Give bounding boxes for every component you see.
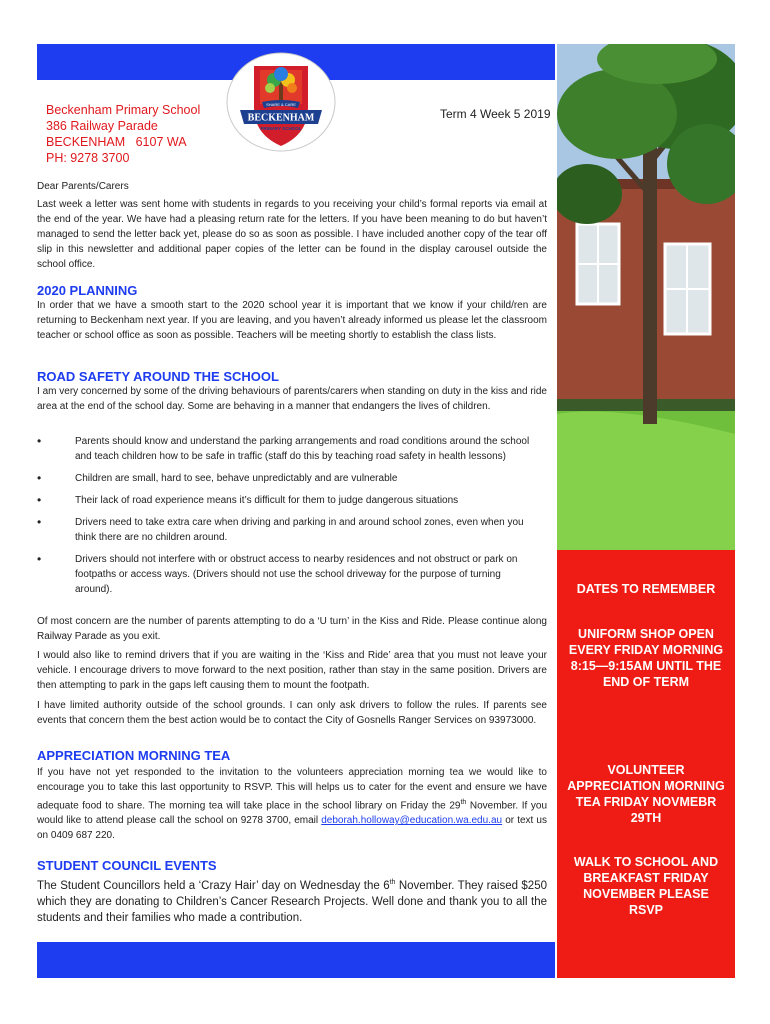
- term-week: Term 4 Week 5 2019: [440, 107, 551, 121]
- council-text: November. They raised $250 which they are donating to Children’s Cancer Research Projects. Well done and thank you to all the students and their families who made a contribution.: [37, 879, 547, 924]
- dates-sidebar: [557, 550, 735, 978]
- logo-subtitle: PRIMARY SCHOOL: [260, 126, 302, 131]
- logo-name: BECKENHAM: [247, 112, 315, 124]
- bottom-blue-banner: [37, 942, 555, 978]
- suburb: BECKENHAM 6107 WA: [46, 135, 187, 149]
- planning-paragraph: In order that we have a smooth start to the 2020 school year it is important that we know if your child/ren are returning to Beckenham next year. If you are leaving, and you haven’t already informed us please let the classroom teacher or school office as soon as possible. Teachers will be meeting shortly to establish the class lists.: [37, 300, 547, 341]
- school-building-photo: [557, 44, 735, 550]
- sidebar-uniform-shop: UNIFORM SHOP OPEN EVERY FRIDAY MORNING 8:15—9:15AM UNTIL THE END OF TERM: [568, 627, 724, 689]
- road-safety-heading: ROAD SAFETY AROUND THE SCHOOL: [37, 369, 279, 384]
- street-address: 386 Railway Parade: [46, 119, 158, 133]
- sidebar-walk-to-school: WALK TO SCHOOL AND BREAKFAST FRIDAY NOVEMBER PLEASE RSVP: [573, 855, 719, 917]
- road-safety-intro: I am very concerned by some of the driving behaviours of parents/carers when standing on duty in the kiss and ride area at the end of the school day. Some are behaving in a manner that endangers the lives of children.: [37, 386, 547, 412]
- tea-text: or text us on 0409 687 220.: [37, 815, 547, 842]
- road-safety-list: [37, 434, 537, 604]
- council-heading: STUDENT COUNCIL EVENTS: [37, 858, 217, 873]
- tea-heading: APPRECIATION MORNING TEA: [37, 748, 231, 763]
- sidebar-title: DATES TO REMEMBER: [576, 582, 716, 596]
- sidebar-volunteer-tea: VOLUNTEER APPRECIATION MORNING TEA FRIDAY NOVMEBR 29TH: [567, 763, 725, 825]
- phone: PH: 9278 3700: [46, 151, 130, 165]
- u-turn-paragraph: Of most concern are the number of parents attempting to do a ‘U turn’ in the Kiss and Ride. Please continue along Railway Parade as you exit.: [37, 616, 547, 642]
- planning-heading: 2020 PLANNING: [37, 283, 138, 298]
- list-item: • Drivers should not interfere with or obstruct access to nearby residences and not obstruct or park on footpaths or access ways. (Drivers should not use the school driveway for the purpose of turning around).: [37, 552, 537, 597]
- tea-day: 29: [449, 800, 461, 812]
- authority-paragraph: I have limited authority outside of the school grounds. I can only ask drivers to follow the rules. If parents see events that concern them the best action would be to contact the City of Gosnells Ranger Services on 93973000.: [37, 700, 547, 726]
- council-text: The Student Councillors held a ‘Crazy Hair’ day on Wednesday the 6: [37, 879, 390, 892]
- tea-text: November. If you would like to attend please call the school on 9278 3700, email: [37, 800, 548, 827]
- intro-paragraph: Last week a letter was sent home with students in regards to you receiving your child’s formal reports via email at the end of the year. We have had a pleasing return rate for the letters. If you have been meaning to do but haven’t managed to send the letter back yet, please do so as soon as possible. I have included another copy of the tear off slip in this newsletter and additional paper copies of the letter can be found in the display carousel outside the school office.: [37, 199, 547, 270]
- list-item: • Children are small, hard to see, behave unpredictably and are vulnerable: [37, 471, 537, 486]
- school-crest-logo: [226, 52, 336, 152]
- school-name: Beckenham Primary School: [46, 103, 201, 117]
- council-paragraph: [37, 875, 547, 926]
- logo-banner-text: SHARE & CARE: [266, 102, 296, 107]
- list-item: • Their lack of road experience means it’s difficult for them to judge dangerous situations: [37, 493, 537, 508]
- list-item: • Parents should know and understand the parking arrangements and road conditions around the school and teach children how to be safe in traffic (staff do this by teaching road safety in health lessons): [37, 434, 537, 464]
- list-item: • Drivers need to take extra care when driving and parking in and around school zones, even when you think there are no children around.: [37, 515, 537, 545]
- tea-day-suffix: th: [460, 799, 467, 806]
- kiss-and-ride-paragraph: I would also like to remind drivers that if you are waiting in the ‘Kiss and Ride’ area that you must not leave your vehicle. I encourage drivers to move forward to the next position, rather than stay in the same position. Drivers are then attempting to park in the gaps left causing them to mount the footpath.: [37, 650, 547, 691]
- email-link[interactable]: deborah.holloway@education.wa.edu.au: [321, 815, 503, 827]
- tea-text: If you have not yet responded to the invitation to the volunteers appreciation morning tea we would like to encourage you to take this last opportunity to RSVP. This will helps us to cater for the event and ensure we have adequate food to share. The morning tea will take place in the school library on Friday the: [37, 767, 547, 812]
- council-suffix: th: [389, 879, 396, 886]
- tea-paragraph: [37, 765, 547, 843]
- greeting: Dear Parents/Carers: [37, 181, 129, 192]
- school-address: [46, 102, 200, 166]
